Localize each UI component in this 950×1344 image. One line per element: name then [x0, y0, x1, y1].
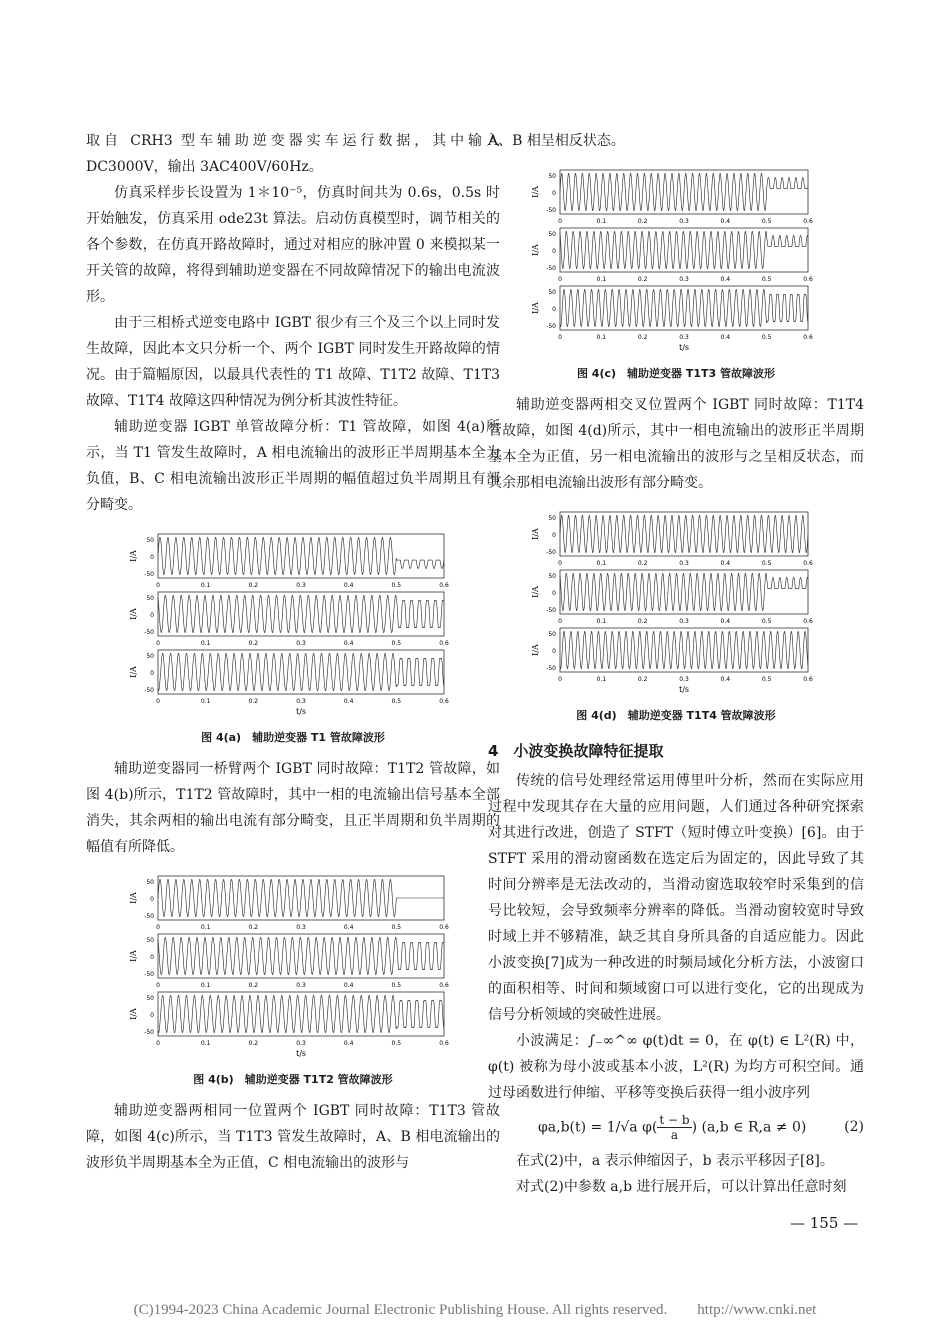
figure-caption: 图 4(a) 辅助逆变器 T1 管故障波形 — [201, 731, 385, 744]
y-axis-label: I/A — [129, 892, 138, 904]
x-tick-label: 0.3 — [679, 560, 689, 567]
x-tick-label: 0.5 — [391, 582, 402, 589]
x-tick-label: 0.6 — [803, 676, 813, 683]
paragraph: 由于三相桥式逆变电路中 IGBT 很少有三个及三个以上同时发生故障，因此本文只分析一个、两个 IGBT 同时发生开路故障的情况。由于篇幅原因，以最具代表性的 T1 故障、T1T2 故障、T1T3 故障、T1T4 故障这四种情况为例分析其波性特征。 — [86, 315, 500, 409]
x-tick-label: 0.6 — [439, 582, 449, 589]
x-tick-label: 0.1 — [596, 334, 607, 341]
waveform-line — [158, 653, 444, 690]
x-tick-label: 0 — [558, 618, 562, 625]
y-tick-label: 50 — [548, 173, 556, 181]
paragraph: 辅助逆变器两相同一位置两个 IGBT 同时故障：T1T3 管故障，如图 4(c)所示，当 T1T3 管发生故障时，A、B 相电流输出的波形负半周期基本全为正值，C 相电流输出的波形与 — [86, 1103, 500, 1171]
paragraph: 传统的信号处理经常运用傅里叶分析，然而在实际应用过程中发现其存在大量的应用问题，人们通过各种研究探索对其进行改进，创造了 STFT（短时傅立叶变换）[6]。由于 STFT 采用的滑动窗函数在选定后为固定的，因此导致了其时间分辨率是无法改动的，当滑动窗选取较窄时采集到的信号比较短，会导致频率分辨率的降低。当滑动窗较宽时导致时域上并不够精准，缺乏其自身所具备的自适应能力。因此小波变换[7]成为一种改进的时频局域化分析方法，小波窗口的面积相等、时间和频域窗口可以进行变化，它的出现成为信号分析领域的突破性进展。 — [488, 773, 864, 1023]
x-tick-label: 0.1 — [200, 640, 211, 647]
x-tick-label: 0.4 — [343, 924, 354, 931]
y-tick-label: -50 — [144, 686, 154, 694]
x-tick-label: 0.2 — [248, 582, 259, 589]
y-tick-label: -50 — [546, 548, 556, 556]
y-tick-label: -50 — [144, 628, 154, 636]
y-axis-label: I/A — [531, 244, 540, 256]
y-tick-label: 0 — [150, 1012, 154, 1019]
page-number: — 155 — — [790, 1214, 859, 1232]
waveform-line — [158, 937, 444, 974]
y-axis-label: I/A — [531, 302, 540, 314]
x-tick-label: 0.6 — [803, 560, 813, 567]
figure-4a — [86, 530, 500, 726]
waveform-line — [158, 995, 444, 1032]
figure-caption: 图 4(c) 辅助逆变器 T1T3 管故障波形 — [576, 367, 776, 380]
y-axis-label: I/A — [531, 644, 540, 656]
waveform-line — [560, 515, 808, 552]
figure-caption: 图 4(b) 辅助逆变器 T1T2 管故障波形 — [193, 1073, 393, 1086]
x-tick-label: 0.1 — [200, 1040, 211, 1047]
y-tick-label: 0 — [552, 590, 556, 597]
y-tick-label: 50 — [548, 631, 556, 639]
x-axis-label: t/s — [678, 343, 690, 352]
y-axis-label: I/A — [531, 528, 540, 540]
x-tick-label: 0.2 — [637, 218, 648, 225]
x-tick-label: 0.2 — [248, 924, 259, 931]
x-axis-label: t/s — [678, 685, 690, 694]
x-tick-label: 0.5 — [391, 640, 402, 647]
y-tick-label: 0 — [552, 190, 556, 197]
x-tick-label: 0.6 — [439, 1040, 449, 1047]
x-tick-label: 0.6 — [439, 640, 449, 647]
waveform-line — [158, 595, 444, 632]
x-axis-label: t/s — [295, 1049, 307, 1058]
x-tick-label: 0.1 — [200, 924, 211, 931]
x-tick-label: 0.4 — [343, 698, 354, 705]
x-tick-label: 0.3 — [679, 276, 689, 283]
x-tick-label: 0.5 — [761, 618, 772, 625]
x-tick-label: 0.4 — [720, 560, 731, 567]
y-tick-label: 0 — [552, 532, 556, 539]
y-tick-label: 50 — [146, 653, 154, 661]
waveform-line — [158, 537, 444, 574]
y-tick-label: 0 — [150, 896, 154, 903]
x-tick-label: 0 — [558, 334, 562, 341]
x-tick-label: 0.1 — [200, 698, 211, 705]
waveform-line — [560, 173, 808, 210]
paragraph: 小波满足：∫₋∞^∞ φ(t)dt = 0，在 φ(t) ∈ L²(R) 中，φ(t) 被称为母小波或基本小波，L²(R) 为均方可积空间。通过母函数进行伸缩、平移等变换后获得一组小波序列 — [488, 1033, 864, 1101]
y-tick-label: -50 — [546, 322, 556, 330]
x-tick-label: 0.5 — [391, 982, 402, 989]
x-tick-label: 0.3 — [679, 334, 689, 341]
x-tick-label: 0.2 — [637, 276, 648, 283]
figure-4c — [488, 166, 864, 362]
x-tick-label: 0.5 — [391, 924, 402, 931]
x-tick-label: 0.5 — [761, 276, 772, 283]
x-tick-label: 0.4 — [720, 676, 731, 683]
paragraph: 取自 CRH3 型车辅助逆变器实车运行数据，其中输入 DC3000V，输出 3AC400V/60Hz。 — [86, 133, 500, 175]
waveform-line — [158, 879, 444, 916]
x-tick-label: 0.1 — [596, 276, 607, 283]
y-tick-label: 50 — [146, 537, 154, 545]
x-tick-label: 0.1 — [200, 582, 211, 589]
x-tick-label: 0.6 — [803, 276, 813, 283]
x-tick-label: 0.2 — [248, 698, 259, 705]
equation-fraction: $\frac{t - b}{a}$ — [659, 1112, 690, 1142]
x-tick-label: 0.6 — [439, 924, 449, 931]
y-axis-label: I/A — [129, 608, 138, 620]
y-tick-label: -50 — [546, 206, 556, 214]
paragraph: 仿真采样步长设置为 1＊10⁻⁵，仿真时间共为 0.6s，0.5s 时开始触发，仿真采用 ode23t 算法。启动仿真模型时，调节相关的各个参数，在仿真开路故障时，通过对相应的脉冲置 0 来模拟某一开关管的故障，将得到辅助逆变器在不同故障情况下的输出电流波形。 — [86, 185, 500, 305]
y-tick-label: -50 — [144, 1028, 154, 1036]
x-tick-label: 0.2 — [248, 640, 259, 647]
x-axis-label: t/s — [295, 707, 307, 716]
x-tick-label: 0.4 — [343, 640, 354, 647]
x-tick-label: 0 — [156, 924, 160, 931]
x-tick-label: 0.2 — [637, 560, 648, 567]
x-tick-label: 0 — [558, 560, 562, 567]
x-tick-label: 0.4 — [720, 618, 731, 625]
x-tick-label: 0 — [558, 676, 562, 683]
y-tick-label: 0 — [150, 612, 154, 619]
figure-caption: 图 4(d) 辅助逆变器 T1T4 管故障波形 — [576, 709, 776, 722]
left-column — [86, 128, 500, 1176]
x-tick-label: 0.5 — [391, 698, 402, 705]
x-tick-label: 0 — [156, 640, 160, 647]
paragraph: 辅助逆变器同一桥臂两个 IGBT 同时故障：T1T2 管故障，如图 4(b)所示，T1T2 管故障时，其中一相的电流输出信号基本全部消失，其余两相的输出电流有部分畸变，且正半周期和负半周期的幅值有所降低。 — [86, 761, 500, 855]
y-tick-label: 50 — [548, 573, 556, 581]
y-axis-label: I/A — [129, 550, 138, 562]
x-tick-label: 0.4 — [343, 982, 354, 989]
x-tick-label: 0.6 — [803, 618, 813, 625]
x-tick-label: 0.6 — [803, 218, 813, 225]
x-tick-label: 0.6 — [439, 982, 449, 989]
x-tick-label: 0 — [156, 982, 160, 989]
y-tick-label: -50 — [546, 264, 556, 272]
x-tick-label: 0.2 — [248, 1040, 259, 1047]
paragraph: 辅助逆变器 IGBT 单管故障分析：T1 管故障，如图 4(a)所示，当 T1 管发生故障时，A 相电流输出的波形正半周期基本全为负值，B、C 相电流输出波形正半周期的幅值超过负半周期且有部分畸变。 — [86, 419, 500, 513]
y-tick-label: 50 — [548, 231, 556, 239]
equation-body: φa,b(t) = 1/√a φ( $\frac{t - b}{a}$ ) (a,b ∈ R,a ≠ 0) — [538, 1112, 807, 1142]
x-tick-label: 0.1 — [596, 560, 607, 567]
x-tick-label: 0.5 — [761, 560, 772, 567]
waveform-line — [560, 289, 808, 326]
y-tick-label: 50 — [548, 515, 556, 523]
waveform-line — [560, 631, 808, 668]
y-tick-label: 0 — [552, 648, 556, 655]
x-tick-label: 0.1 — [596, 618, 607, 625]
figure-4b — [86, 872, 500, 1068]
waveform-line — [560, 231, 808, 268]
y-axis-label: I/A — [129, 950, 138, 962]
paragraph: 辅助逆变器两相交叉位置两个 IGBT 同时故障：T1T4 管故障，如图 4(d)所示，其中一相电流输出的波形正半周期基本全为正值，另一相电流输出的波形与之呈相反状态，而其余那相电流输出波形有部分畸变。 — [488, 397, 864, 491]
x-tick-label: 0.2 — [637, 618, 648, 625]
y-tick-label: 50 — [146, 937, 154, 945]
y-axis-label: I/A — [129, 666, 138, 678]
x-tick-label: 0.3 — [296, 1040, 306, 1047]
x-tick-label: 0.1 — [200, 982, 211, 989]
x-tick-label: 0.4 — [343, 582, 354, 589]
y-axis-label: I/A — [531, 186, 540, 198]
x-tick-label: 0.3 — [296, 640, 306, 647]
x-tick-label: 0 — [156, 582, 160, 589]
x-tick-label: 0.3 — [296, 698, 306, 705]
x-tick-label: 0.6 — [803, 334, 813, 341]
equation-number: (2) — [844, 1119, 864, 1135]
x-tick-label: 0.4 — [720, 218, 731, 225]
right-column — [488, 128, 864, 1200]
equation-2 — [488, 1106, 864, 1148]
paragraph: 在式(2)中，a 表示伸缩因子，b 表示平移因子[8]。 — [516, 1153, 834, 1169]
x-tick-label: 0 — [558, 276, 562, 283]
x-tick-label: 0.4 — [720, 334, 731, 341]
x-tick-label: 0.1 — [596, 676, 607, 683]
x-tick-label: 0.3 — [296, 582, 306, 589]
x-tick-label: 0 — [558, 218, 562, 225]
x-tick-label: 0.6 — [439, 698, 449, 705]
y-tick-label: -50 — [546, 664, 556, 672]
y-tick-label: 0 — [552, 306, 556, 313]
y-tick-label: 50 — [146, 995, 154, 1003]
x-tick-label: 0 — [156, 698, 160, 705]
paragraph: 对式(2)中参数 a,b 进行展开后，可以计算出任意时刻 — [516, 1179, 847, 1195]
waveform-line — [560, 573, 808, 610]
y-tick-label: -50 — [546, 606, 556, 614]
x-tick-label: 0.3 — [679, 676, 689, 683]
x-tick-label: 0.5 — [761, 334, 772, 341]
x-tick-label: 0.3 — [679, 618, 689, 625]
y-tick-label: 0 — [150, 954, 154, 961]
y-axis-label: I/A — [531, 586, 540, 598]
y-tick-label: 0 — [150, 670, 154, 677]
y-tick-label: -50 — [144, 912, 154, 920]
x-tick-label: 0.5 — [391, 1040, 402, 1047]
y-tick-label: 50 — [548, 289, 556, 297]
x-tick-label: 0.5 — [761, 218, 772, 225]
y-tick-label: -50 — [144, 570, 154, 578]
copyright-footer: (C)1994-2023 China Academic Journal Electronic Publishing House. All rights reserved. http://www.cnki.net — [133, 1302, 817, 1318]
y-tick-label: 0 — [150, 554, 154, 561]
section-heading: 4 小波变换故障特征提取 — [488, 742, 664, 760]
x-tick-label: 0.2 — [637, 334, 648, 341]
x-tick-label: 0.1 — [596, 218, 607, 225]
y-tick-label: 50 — [146, 879, 154, 887]
x-tick-label: 0.4 — [343, 1040, 354, 1047]
x-tick-label: 0.4 — [720, 276, 731, 283]
figure-4d — [488, 508, 864, 704]
paragraph: A、B 相呈相反状态。 — [488, 133, 625, 149]
y-tick-label: 0 — [552, 248, 556, 255]
y-tick-label: 50 — [146, 595, 154, 603]
x-tick-label: 0.3 — [296, 982, 306, 989]
x-tick-label: 0 — [156, 1040, 160, 1047]
x-tick-label: 0.2 — [637, 676, 648, 683]
y-axis-label: I/A — [129, 1008, 138, 1020]
x-tick-label: 0.3 — [679, 218, 689, 225]
x-tick-label: 0.3 — [296, 924, 306, 931]
x-tick-label: 0.5 — [761, 676, 772, 683]
y-tick-label: -50 — [144, 970, 154, 978]
x-tick-label: 0.2 — [248, 982, 259, 989]
